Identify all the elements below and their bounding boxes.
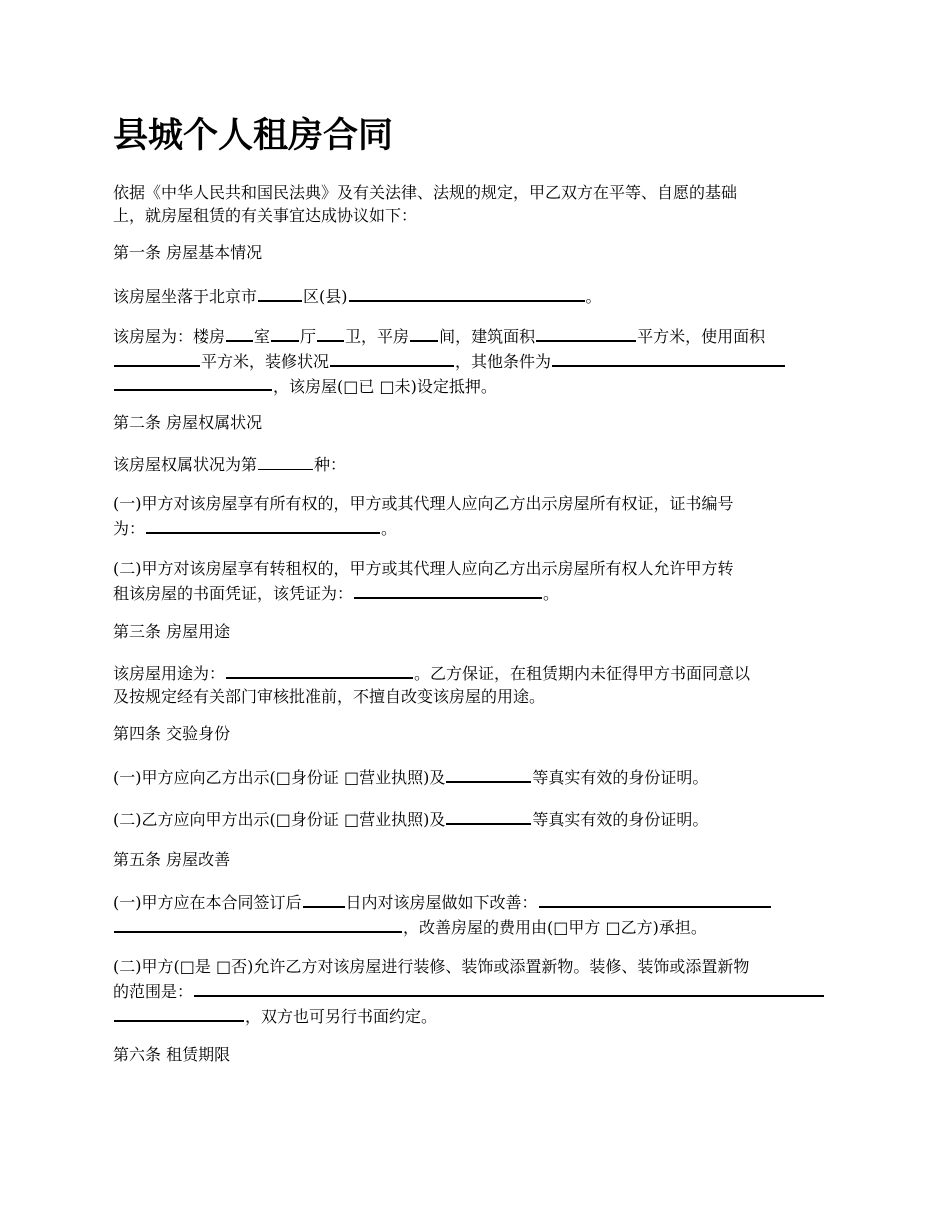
party-a-license-checkbox[interactable]: □ (343, 767, 360, 787)
usage-text-1: 该房屋用途为： (113, 663, 226, 683)
party-a-other-id-blank[interactable] (446, 764, 531, 783)
party-a-id-card-checkbox[interactable]: □ (275, 767, 291, 787)
allow-yes-checkbox[interactable]: □ (179, 957, 195, 976)
article-2-heading: 第二条 房屋权属状况 (113, 413, 263, 432)
layout-text-1: 该房屋为：楼房 (113, 326, 226, 346)
usable-area-blank[interactable] (114, 348, 200, 367)
intro-line-2: 上，就房屋租赁的有关事宜达成协议如下： (113, 206, 418, 225)
district-blank[interactable] (258, 283, 302, 302)
improvement-1-text-5: 乙方)承担。 (620, 917, 707, 937)
improvement-2-text-1: (二)甲方( (113, 957, 180, 976)
improvement-2-text-3: 否)允许乙方对该房屋进行装修、装饰或添置新物。装修、装饰或添置新物 (231, 957, 750, 976)
ownership-2-text-1: 租该房屋的书面凭证，该凭证为： (113, 583, 354, 603)
ownership-kind-clause (113, 452, 845, 476)
layout-text-5: 间，建筑面积 (439, 326, 536, 346)
improvement-1-text-4: 甲方 (568, 917, 606, 937)
building-area-blank[interactable] (536, 323, 636, 342)
ownership-1-text-2: 。 (381, 518, 398, 538)
improvement-2-text-2: 是 (194, 957, 216, 976)
usage-line-2: 及按规定经有关部门审核批准前，不擅自改变该房屋的用途。 (113, 686, 546, 706)
other-conditions-blank[interactable] (552, 348, 785, 367)
layout-text-7: 平方米，装修状况 (201, 351, 330, 371)
layout-text-6: 平方米，使用面积 (637, 326, 766, 346)
article-4-heading: 第四条 交验身份 (113, 724, 231, 743)
allow-no-checkbox[interactable]: □ (215, 957, 232, 976)
certificate-number-blank[interactable] (146, 515, 380, 534)
cost-party-a-checkbox[interactable]: □ (553, 917, 569, 937)
halls-blank[interactable] (271, 323, 299, 342)
improvement-1-text-1: (一)甲方应在本合同签订后 (113, 892, 302, 912)
decoration-scope-blank[interactable] (194, 978, 824, 997)
party-b-id-card-checkbox[interactable]: □ (275, 809, 291, 829)
improvement-clause-1 (113, 889, 845, 939)
location-text-1: 该房屋坐落于北京市 (113, 286, 258, 306)
not-mortgaged-checkbox[interactable]: □ (379, 376, 395, 396)
ownership-kind-text-1: 该房屋权属状况为第 (113, 454, 258, 474)
improvement-days-blank[interactable] (303, 889, 345, 908)
identity-2-text-3: 营业执照)及 (359, 809, 446, 829)
layout-text-9: ，该房屋( (273, 376, 344, 396)
baths-blank[interactable] (317, 323, 344, 342)
party-b-license-checkbox[interactable]: □ (343, 809, 360, 829)
identity-1-text-2: 身份证 (290, 767, 344, 787)
layout-text-2: 室 (254, 326, 271, 346)
ownership-kind-text-2: 种： (314, 454, 347, 474)
identity-clause-2 (113, 806, 845, 831)
article-5-heading: 第五条 房屋改善 (113, 850, 231, 869)
sublease-voucher-blank[interactable] (354, 580, 542, 599)
usage-clause (113, 660, 845, 708)
layout-text-3: 厅 (300, 326, 317, 346)
identity-2-text-4: 等真实有效的身份证明。 (532, 809, 709, 829)
cost-party-b-checkbox[interactable]: □ (605, 917, 621, 937)
improvement-content-blank[interactable] (539, 889, 771, 908)
usage-text-2: 。乙方保证，在租赁期内未征得甲方书面同意以 (414, 663, 751, 683)
ownership-1-line-1: (一)甲方对该房屋享有所有权的，甲方或其代理人应向乙方出示房屋所有权证，证书编号 (113, 494, 734, 513)
improvement-2-text-5: ，双方也可另行书面约定。 (245, 1006, 438, 1026)
ownership-2-text-2: 。 (543, 583, 560, 603)
intro-line-1: 依据《中华人民共和国民法典》及有关法律、法规的规定，甲乙双方在平等、自愿的基础 (113, 183, 738, 202)
article-1-heading: 第一条 房屋基本情况 (113, 243, 263, 262)
identity-2-text-1: (二)乙方应向甲方出示( (113, 809, 276, 829)
ownership-2-line-1: (二)甲方对该房屋享有转租权的，甲方或其代理人应向乙方出示房屋所有权人允许甲方转 (113, 559, 734, 578)
other-conditions-blank-2[interactable] (114, 373, 272, 392)
layout-text-8: ，其他条件为 (455, 351, 552, 371)
decoration-scope-blank-2[interactable] (114, 1003, 244, 1022)
usage-blank[interactable] (226, 660, 413, 679)
document-title: 县城个人租房合同 (113, 115, 394, 156)
article-3-heading: 第三条 房屋用途 (113, 622, 231, 641)
identity-1-text-4: 等真实有效的身份证明。 (532, 767, 709, 787)
location-text-3: 。 (585, 286, 602, 306)
ownership-clause-1 (113, 492, 845, 540)
party-b-other-id-blank[interactable] (446, 806, 531, 825)
identity-clause-1 (113, 764, 845, 789)
improvement-content-blank-2[interactable] (114, 914, 402, 933)
bungalow-rooms-blank[interactable] (410, 323, 438, 342)
ownership-clause-2 (113, 557, 845, 605)
decoration-blank[interactable] (330, 348, 454, 367)
intro-paragraph (113, 181, 845, 227)
ownership-kind-blank[interactable] (258, 452, 313, 470)
address-blank[interactable] (349, 283, 585, 302)
improvement-1-text-2: 日内对该房屋做如下改善： (345, 892, 538, 912)
layout-text-10: 已 (358, 376, 380, 396)
ownership-1-text-1: 为： (113, 518, 146, 538)
article-6-heading: 第六条 租赁期限 (113, 1045, 231, 1064)
identity-2-text-2: 身份证 (290, 809, 344, 829)
identity-1-text-3: 营业执照)及 (359, 767, 446, 787)
layout-clause (113, 323, 845, 397)
rooms-blank[interactable] (226, 323, 253, 342)
mortgaged-checkbox[interactable]: □ (343, 376, 359, 396)
improvement-1-text-3: ，改善房屋的费用由( (403, 917, 554, 937)
layout-text-4: 卫，平房 (345, 326, 410, 346)
improvement-clause-2 (113, 955, 845, 1028)
location-clause (113, 283, 845, 308)
location-text-2: 区(县) (303, 286, 348, 306)
improvement-2-text-4: 的范围是： (113, 981, 194, 1001)
layout-text-11: 未)设定抵押。 (394, 376, 497, 396)
identity-1-text-1: (一)甲方应向乙方出示( (113, 767, 276, 787)
